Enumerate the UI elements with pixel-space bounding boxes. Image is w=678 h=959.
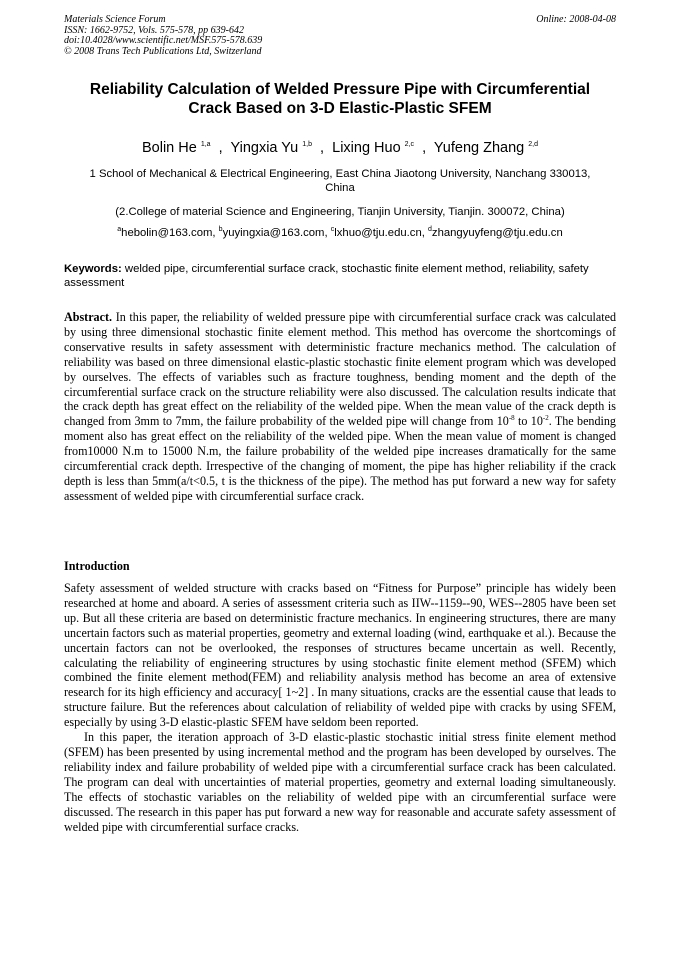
abstract-label: Abstract. [64, 310, 113, 324]
email-separator: , [324, 227, 331, 239]
author-name: Lixing Huo [332, 140, 401, 156]
affiliation-2: (2.College of material Science and Engineering, Tianjin University, Tianjin. 300072, China) [115, 206, 565, 218]
doi-line: doi:10.4028/www.scientific.net/MSF.575-578.639 [64, 35, 263, 47]
journal-header [64, 15, 616, 57]
abstract-text-mid: to 10 [514, 414, 543, 429]
email-separator: , [421, 227, 429, 239]
abstract-exponent-2: -2 [542, 414, 549, 423]
affiliation-1-line-1: 1 School of Mechanical & Electrical Engineering, East China Jiaotong University, Nanchang 330013, [89, 168, 591, 180]
keywords-label: Keywords: [64, 263, 122, 275]
copyright-line: © 2008 Trans Tech Publications Ltd, Switzerland [64, 45, 262, 57]
author-name: Yufeng Zhang [433, 140, 525, 156]
title-line-2: Crack Based on 3-D Elastic-Plastic SFEM [188, 100, 492, 117]
author-affiliation-mark: 1,b [302, 141, 312, 148]
title-line-1: Reliability Calculation of Welded Pressure Pipe with Circumferential [89, 81, 591, 98]
abstract-block [64, 310, 616, 504]
email-address: yuyingxia@163.com [222, 227, 325, 239]
author-affiliation-mark: 1,a [200, 141, 211, 148]
email-address: hebolin@163.com [121, 227, 213, 239]
issn-line: ISSN: 1662-9752, Vols. 575-578, pp 639-642 [64, 24, 244, 36]
abstract-text-2: . The bending moment also has great effect on the reliability of the welded pipe. When the mean value of moment is changed from10000 N.m to 15000 N.m, the failure probability of the welded pipe increases dramatically for the same circumferential crack depth. Irrespective of the changing of moment, the pipe has higher reliability if the crack depth is less than 5mm(a/t<0.5, t is the thickness of the pipe). The method has put forward a new way for safety assessment of welded pipe with circumferential surface crack. [64, 414, 616, 503]
author-name: Bolin He [141, 140, 197, 156]
author-list [64, 139, 616, 157]
keywords-block [64, 262, 616, 291]
email-mark: b [218, 226, 223, 233]
email-mark: a [117, 226, 122, 233]
paper-title [64, 80, 616, 118]
author-separator: , [418, 140, 431, 156]
introduction-body [64, 581, 616, 834]
author-separator: , [214, 140, 227, 156]
email-mark: d [428, 226, 432, 233]
email-mark: c [330, 226, 335, 233]
abstract-exponent-1: -8 [508, 414, 515, 423]
introduction-paragraph-1: Safety assessment of welded structure with cracks based on “Fitness for Purpose” principle has widely been researched at home and aboard. A series of assessment criteria such as IIW--1159--90, WES--2805 have been set up. But all these criteria are based on deterministic fracture mechanics. In engineering structures, there are many uncertain factors such as material properties, geometry and external loading (wind, earthquake et al.). Because the uncertain factors can not be overlooked, the responses of structures became uncertain as well. Recently, calculating the reliability of engineering structures by using stochastic finite element method (SFEM) which combined the finite element method(FEM) and reliability analysis method has become an area of extensive research for its high efficiency and accuracy[ 1~2] . In many situations, cracks are the essential cause that leads to structure failure. But the references about calculation of reliability of welded pipe with cracks by using SFEM, especially by using 3-D elastic-plastic SFEM have seldom been reported. [64, 581, 616, 730]
author-name: Yingxia Yu [230, 140, 299, 156]
email-list [64, 226, 616, 240]
keywords-text: welded pipe, circumferential surface crack, stochastic finite element method, reliability, safety assessment [64, 263, 589, 290]
affiliation-1 [64, 167, 616, 195]
author-affiliation-mark: 2,d [528, 141, 538, 148]
affiliation-1-line-2: China [325, 182, 355, 195]
email-address: lxhuo@tju.edu.cn [334, 227, 422, 239]
email-address: zhangyuyfeng@tju.edu.cn [431, 227, 563, 239]
author-affiliation-mark: 2,c [404, 141, 415, 148]
introduction-heading: Introduction [64, 559, 130, 573]
author-separator: , [316, 140, 329, 156]
journal-name: Materials Science Forum [64, 14, 166, 25]
online-date: Online: 2008-04-08 [536, 14, 616, 25]
introduction-paragraph-2: In this paper, the iteration approach of 3-D elastic-plastic stochastic initial stress finite element method (SFEM) has been presented by using incremental method and the program has been developed by ourselves. The reliability index and failure probability of welded pipe with a circumferential surface crack has been calculated. The program can deal with uncertainties of material properties, geometry and external loading simultaneously. The effects of stochastic variables on the reliability of welded pipe with an circumferential surface were discussed. The research in this paper has put forward a new way for reasonable and accurate safety assessment of welded pipe with circumferential surface cracks. [64, 730, 616, 834]
abstract-text-1: In this paper, the reliability of welded pressure pipe with circumferential surface crack was calculated by using three dimensional stochastic finite element method. This method has overcome the shortcomings of conservative results in safety assessment with deterministic fracture mechanics method. The calculation of reliability was based on three dimensional elastic-plastic stochastic finite element program which was developed by ourselves. The effects of variables such as fracture toughness, bending moment and the depth of the circumferential surface crack on the structure reliability were also discussed. The calculation results indicate that the crack depth has great effect on the reliability of the welded pipe. When the mean value of the crack depth is changed from 3mm to 7mm, the failure probability of the welded pipe will change from 10 [64, 310, 616, 429]
email-separator: , [212, 227, 219, 239]
